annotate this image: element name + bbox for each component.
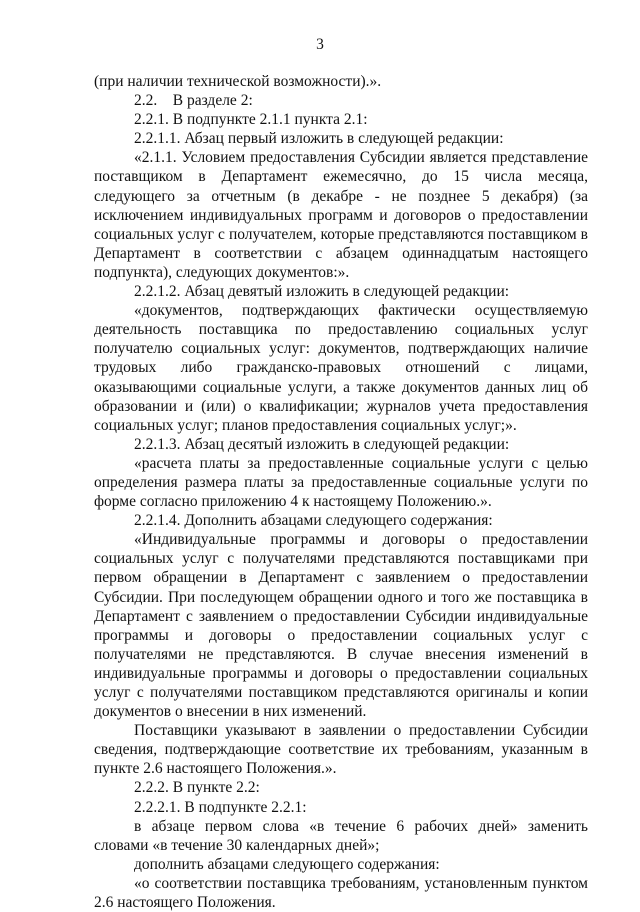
paragraph-2: 2.2. В разделе 2: <box>134 92 253 110</box>
paragraph-3: 2.2.1. В подпункте 2.1.1 пункта 2.1: <box>134 111 368 129</box>
paragraph-4: 2.2.1.1. Абзац первый изложить в следующей редакции: <box>134 130 504 148</box>
paragraph-8: 2.2.1.3. Абзац десятый изложить в следующей редакции: <box>134 435 510 453</box>
paragraph-11: «Индивидуальные программы и договоры о предоставлении социальных услуг с получателями представляются поставщиками при первом обращении в Департамент с заявлением о предоставлении Субсидии. При последующем обращении одного и того же поставщика в Департамент с заявлением о предоставлении Субсидии индивидуальные программы и договоры о предоставлении социальных услуг с получателями не представляются. В случае внесения изменений в индивидуальные программы и договоры о предоставлении социальных услуг с получателями поставщиком представляются оригиналы и копии документов о внесении в них изменений. <box>94 531 588 721</box>
paragraph-14: 2.2.2.1. В подпункте 2.2.1: <box>134 798 307 816</box>
paragraph-17: «о соответствии поставщика требованиям, установленным пунктом 2.6 настоящего Положения. <box>94 874 588 912</box>
paragraph-10: 2.2.1.4. Дополнить абзацами следующего содержания: <box>134 512 493 530</box>
paragraph-12: Поставщики указывают в заявлении о предоставлении Субсидии сведения, подтверждающие соответствие их требованиям, указанным в пункте 2.6 настоящего Положения.». <box>94 722 588 778</box>
paragraph-15: в абзаце первом слова «в течение 6 рабочих дней» заменить словами «в течение 30 календарных дней»; <box>94 817 588 854</box>
paragraph-16: дополнить абзацами следующего содержания: <box>134 855 440 873</box>
page-number: 3 <box>316 36 324 53</box>
paragraph-5: «2.1.1. Условием предоставления Субсидии является представление поставщиком в Департамент ежемесячно, до 15 числа месяца, следующего за отчетным (в декабре - не позднее 5 декабря) (за исключением индивидуальных программ и договоров о предоставлении социальных услуг с получателем, которые представляются поставщиком в Департамент в соответствии с абзацем одиннадцатым настоящего подпункта), следующих документов:». <box>94 149 588 281</box>
paragraph-1: (при наличии технической возможности).». <box>94 73 382 90</box>
paragraph-7: «документов, подтверждающих фактически осуществляемую деятельность поставщика по предоставлению социальных услуг получателю социальных услуг: документов, подтверждающих наличие трудовых либо гражданско-правовых отношений с лицами, оказывающими социальные услуги, а также документов данных лиц об образовании и (или) о квалификации; журналов учета предоставления социальных услуг; планов предоставления социальных услуг;». <box>94 302 588 434</box>
paragraph-13: 2.2.2. В пункте 2.2: <box>134 779 260 797</box>
paragraph-6: 2.2.1.2. Абзац девятый изложить в следующей редакции: <box>134 283 510 301</box>
document-body <box>94 72 588 912</box>
paragraph-9: «расчета платы за предоставленные социальные услуги с целью определения размера платы за предоставленные социальные услуги по форме согласно приложению 4 к настоящему Положению.». <box>94 454 588 511</box>
